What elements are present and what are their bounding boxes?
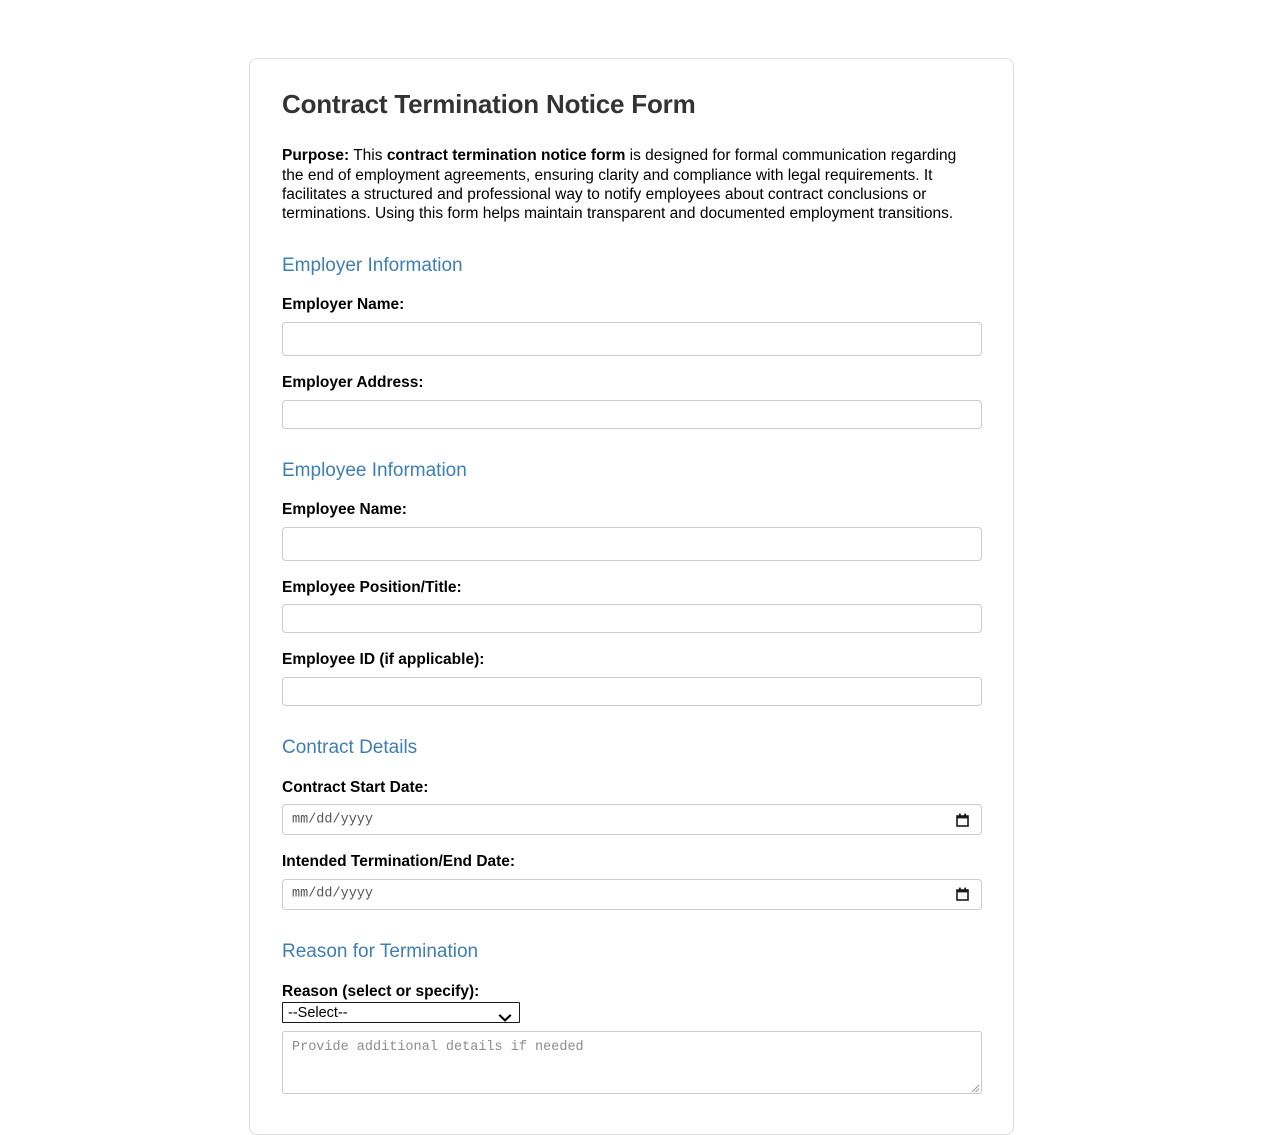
chevron-down-icon — [499, 1009, 511, 1017]
contract-start-date-label: Contract Start Date: — [282, 778, 429, 796]
calendar-icon[interactable] — [956, 887, 969, 901]
purpose-text-before: This — [349, 147, 387, 165]
field-employee-id — [282, 651, 981, 706]
employer-name-input[interactable] — [282, 322, 982, 356]
field-employee-position — [282, 579, 981, 634]
reason-details-placeholder: Provide additional details if needed — [292, 1040, 584, 1056]
employer-address-input[interactable] — [282, 400, 982, 429]
field-employer-name — [282, 296, 981, 356]
section-heading-reason-for-termination: Reason for Termination — [282, 940, 479, 962]
section-heading-employer-information: Employer Information — [282, 254, 463, 276]
employee-id-label: Employee ID (if applicable): — [282, 651, 485, 669]
purpose-bold-phrase: contract termination notice form — [386, 147, 626, 165]
contract-start-date-input[interactable] — [282, 804, 982, 835]
employee-position-input[interactable] — [282, 604, 982, 633]
reason-details-textarea[interactable] — [282, 1031, 982, 1094]
purpose-label: Purpose: — [282, 147, 350, 165]
contract-start-date-placeholder: mm/dd/yyyy — [292, 812, 374, 828]
section-heading-employee-information: Employee Information — [282, 459, 467, 481]
field-contract-start-date — [282, 779, 981, 836]
employee-name-label: Employee Name: — [282, 501, 407, 519]
calendar-icon[interactable] — [956, 813, 969, 827]
employee-position-label: Employee Position/Title: — [282, 578, 462, 596]
field-employer-address — [282, 374, 981, 429]
intended-termination-date-input[interactable] — [282, 879, 982, 910]
page-title: Contract Termination Notice Form — [282, 89, 696, 119]
intended-termination-date-placeholder: mm/dd/yyyy — [292, 886, 374, 902]
reason-select-value: --Select-- — [288, 1004, 348, 1021]
employee-id-input[interactable] — [282, 677, 982, 706]
purpose-paragraph — [282, 146, 981, 224]
field-employee-name — [282, 501, 981, 561]
field-intended-termination-date — [282, 853, 981, 910]
reason-select[interactable] — [282, 1002, 520, 1023]
reason-label: Reason (select or specify): — [282, 982, 480, 1000]
resize-handle-icon[interactable] — [968, 1080, 980, 1092]
contract-termination-form-card — [249, 58, 1014, 1135]
purpose-text-after: is designed for formal communication regarding the end of employment agreements, ensuring clarity and compliance with legal requirements. It facilitates a structured and professional way to notify employees about contract conclusions or terminations. Using this form helps maintain transparent and documented employment transitions. — [282, 147, 957, 223]
employer-address-label: Employer Address: — [282, 373, 424, 391]
intended-termination-date-label: Intended Termination/End Date: — [282, 853, 516, 871]
field-reason — [282, 983, 981, 1095]
employee-name-input[interactable] — [282, 527, 982, 561]
section-heading-contract-details: Contract Details — [282, 737, 418, 759]
employer-name-label: Employer Name: — [282, 296, 405, 314]
